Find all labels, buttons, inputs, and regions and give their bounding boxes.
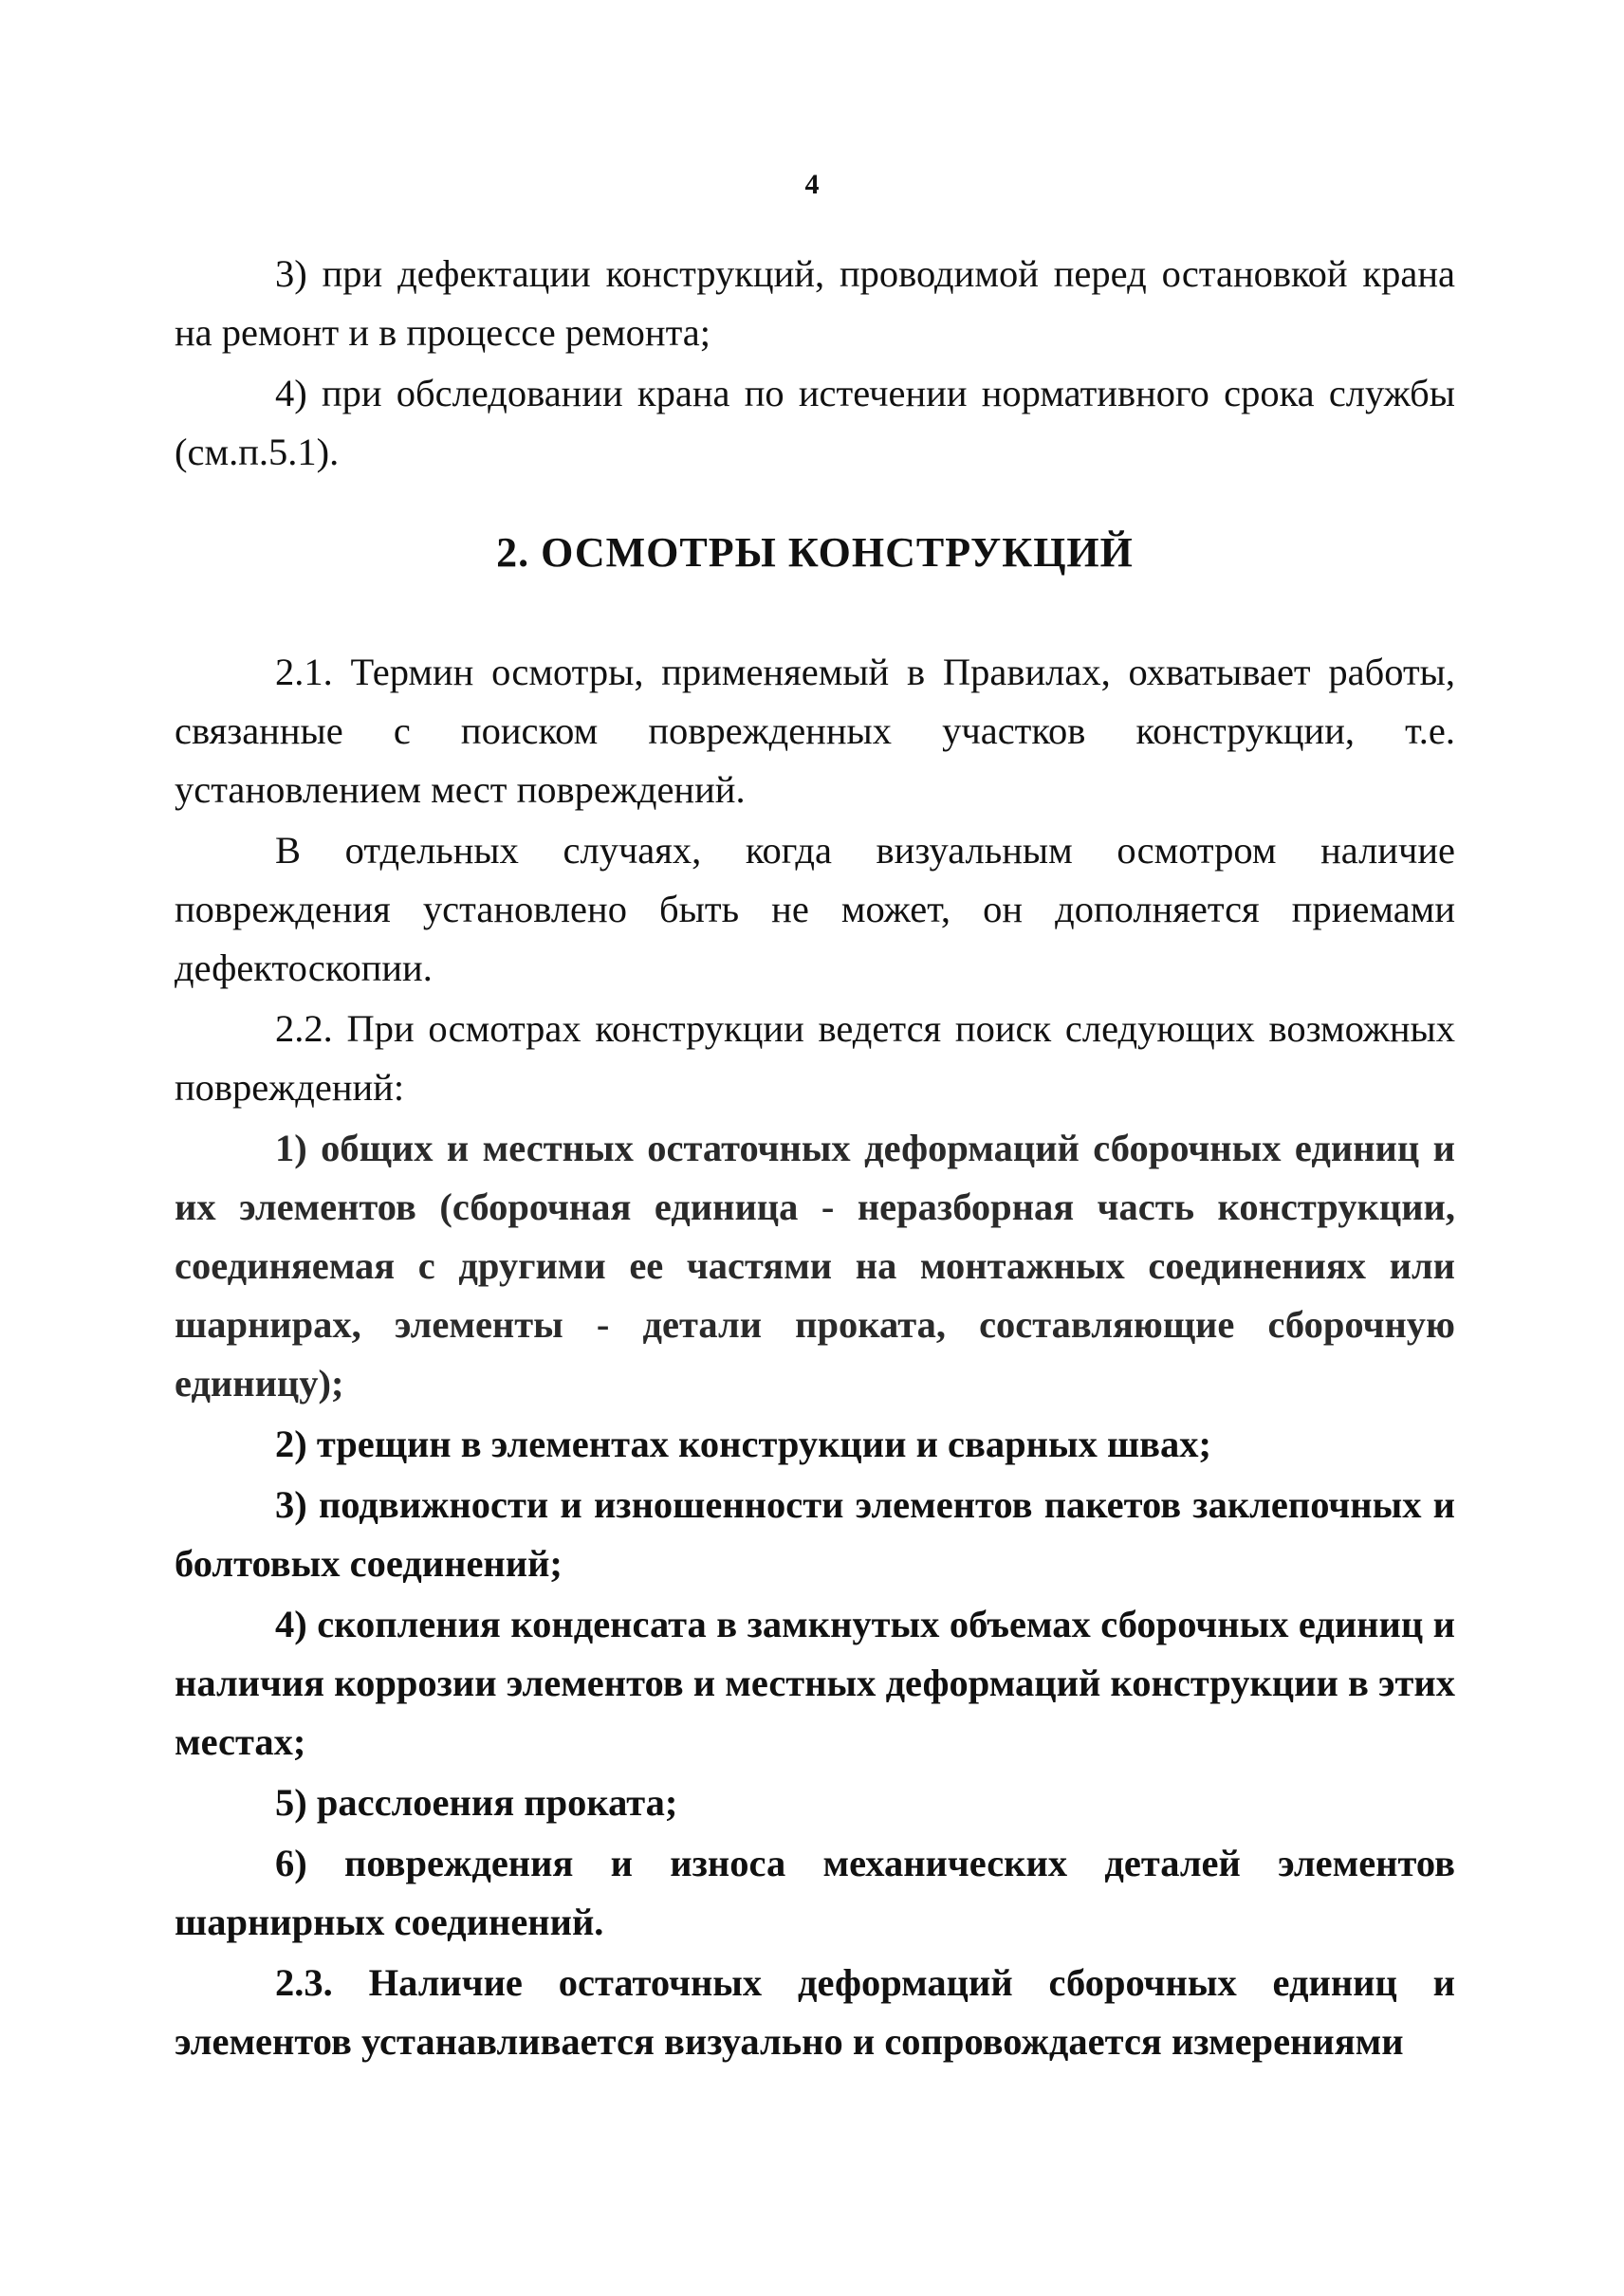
paragraph-2-1: 2.1. Термин осмотры, применяемый в Правилах, охватывает работы, связанные с поиском поврежденных участков конструкции, т.е. установлением мест повреждений. bbox=[175, 651, 1455, 811]
list-item-4: 4) скопления конденсата в замкнутых объемах сборочных единиц и наличия коррозии элементов и местных деформаций конструкции в этих местах; bbox=[175, 1603, 1455, 1763]
document-body bbox=[175, 245, 1455, 2073]
paragraph-2-2: 2.2. При осмотрах конструкции ведется поиск следующих возможных повреждений: bbox=[175, 1007, 1455, 1109]
list-item-1: 1) общих и местных остаточных деформаций сборочных единиц и их элементов (сборочная единица - неразборная часть конструкции, соединяемая с другими ее частями на монтажных соединениях или шарнирах, элементы - детали проката, составляющие сборочную единицу); bbox=[175, 1127, 1455, 1405]
list-item-3: 3) подвижности и изношенности элементов пакетов заклепочных и болтовых соединений; bbox=[175, 1483, 1455, 1585]
paragraph-item-3: 3) при дефектации конструкций, проводимой перед остановкой крана на ремонт и в процессе ремонта; bbox=[175, 252, 1455, 354]
list-item-6: 6) повреждения и износа механических деталей элементов шарнирных соединений. bbox=[175, 1842, 1455, 1943]
paragraph-defectoscopy: В отдельных случаях, когда визуальным осмотром наличие повреждения установлено быть не может, он дополняется приемами дефектоскопии. bbox=[175, 829, 1455, 989]
paragraph-2-3: 2.3. Наличие остаточных деформаций сборочных единиц и элементов устанавливается визуально и сопровождается измерениями bbox=[175, 1961, 1455, 2063]
list-item-2: 2) трещин в элементах конструкции и сварных швах; bbox=[275, 1423, 1212, 1465]
section-heading: 2. ОСМОТРЫ КОНСТРУКЦИЙ bbox=[496, 529, 1134, 576]
page-number: 4 bbox=[804, 169, 820, 200]
paragraph-item-4: 4) при обследовании крана по истечении нормативного срока службы (см.п.5.1). bbox=[175, 372, 1455, 473]
list-item-5: 5) расслоения проката; bbox=[275, 1781, 678, 1824]
